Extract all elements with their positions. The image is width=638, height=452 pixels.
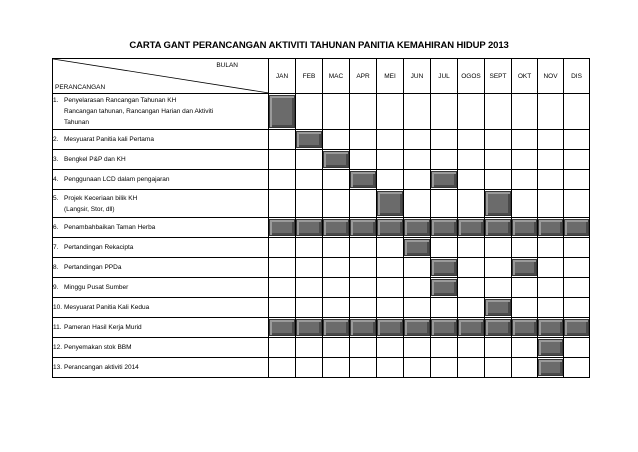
task-name-cell <box>53 170 269 190</box>
month-cell <box>485 238 512 258</box>
month-cell <box>404 318 431 338</box>
month-cell <box>538 298 564 318</box>
task-number: 10. <box>53 304 63 311</box>
task-label <box>64 174 170 185</box>
activity-bar <box>538 339 563 356</box>
month-cell <box>404 238 431 258</box>
task-label-line: Minggu Pusat Sumber <box>64 284 129 291</box>
task-label <box>64 154 126 165</box>
task-row <box>53 238 590 258</box>
month-cell <box>485 94 512 130</box>
month-cell <box>296 358 323 378</box>
activity-bar <box>404 219 430 236</box>
month-cell <box>350 258 377 278</box>
month-cell <box>377 150 404 170</box>
task-label <box>64 134 154 145</box>
month-cell <box>296 278 323 298</box>
activity-bar <box>512 219 537 236</box>
month-cell <box>404 170 431 190</box>
month-cell <box>485 338 512 358</box>
activity-bar <box>512 259 537 276</box>
month-cell <box>431 258 458 278</box>
task-name-cell <box>53 278 269 298</box>
month-cell <box>377 94 404 130</box>
month-cell <box>269 298 296 318</box>
month-cell <box>350 94 377 130</box>
task-label-line: Mesyuarat Panitia kali Pertama <box>64 136 154 143</box>
month-cell <box>323 338 350 358</box>
task-label-line: Pertandingan PPDa <box>64 264 122 271</box>
month-cell <box>538 338 564 358</box>
task-number: 11. <box>53 324 62 331</box>
activity-bar <box>350 171 376 188</box>
activity-bar <box>350 219 376 236</box>
page-title: CARTA GANT PERANCANGAN AKTIVITI TAHUNAN PANITIA KEMAHIRAN HIDUP 2013 <box>129 40 509 51</box>
month-cell <box>538 258 564 278</box>
task-row <box>53 298 590 318</box>
bulan-label: BULAN <box>216 62 238 69</box>
month-cell <box>538 278 564 298</box>
month-cell <box>404 94 431 130</box>
activity-bar <box>458 319 484 336</box>
task-name-cell <box>53 130 269 150</box>
task-row <box>53 94 590 130</box>
task-number: 7. <box>53 244 59 251</box>
month-cell <box>431 94 458 130</box>
task-row <box>53 218 590 238</box>
month-cell <box>404 150 431 170</box>
task-label-line: Penyemakan stok BBM <box>64 344 132 351</box>
activity-bar <box>538 319 563 336</box>
task-label <box>64 242 133 253</box>
month-cell <box>458 298 485 318</box>
task-name-cell <box>53 238 269 258</box>
task-label-line: Penyelarasan Rancangan Tahunan KH <box>64 97 177 104</box>
month-cell <box>350 318 377 338</box>
task-label <box>64 302 149 313</box>
task-label-line: (Langsir, Stor, dll) <box>64 205 115 213</box>
activity-bar <box>564 219 589 236</box>
month-cell <box>350 358 377 378</box>
task-label <box>64 322 142 333</box>
month-cell <box>350 130 377 150</box>
month-cell <box>431 338 458 358</box>
task-row <box>53 190 590 218</box>
month-cell <box>512 258 538 278</box>
month-cell <box>485 298 512 318</box>
activity-bar <box>323 219 349 236</box>
month-cell <box>377 278 404 298</box>
task-name-cell <box>53 150 269 170</box>
activity-bar <box>485 299 511 316</box>
month-cell <box>404 358 431 378</box>
month-cell <box>512 170 538 190</box>
month-cell <box>323 94 350 130</box>
month-cell <box>512 338 538 358</box>
task-number: 6. <box>53 224 59 231</box>
activity-bar <box>269 319 295 336</box>
month-cell <box>323 150 350 170</box>
task-row <box>53 318 590 338</box>
task-row <box>53 170 590 190</box>
month-cell <box>564 170 590 190</box>
task-name-cell <box>53 358 269 378</box>
activity-bar <box>564 319 589 336</box>
month-cell <box>296 298 323 318</box>
month-cell <box>485 190 512 218</box>
month-cell <box>350 278 377 298</box>
task-label-line: Bengkel P&P dan KH <box>64 156 126 163</box>
month-cell <box>296 318 323 338</box>
month-cell <box>296 258 323 278</box>
month-cell <box>538 318 564 338</box>
gantt-chart-table <box>52 58 590 378</box>
month-cell <box>538 358 564 378</box>
month-cell <box>404 130 431 150</box>
month-cell <box>323 170 350 190</box>
month-cell <box>538 190 564 218</box>
month-cell <box>538 218 564 238</box>
task-row <box>53 130 590 150</box>
task-label-line: Tahunan <box>64 119 89 126</box>
month-header: FEB <box>296 59 323 94</box>
month-cell <box>564 298 590 318</box>
month-cell <box>269 238 296 258</box>
month-header: JUN <box>404 59 431 94</box>
month-cell <box>431 130 458 150</box>
month-cell <box>404 298 431 318</box>
task-name-cell <box>53 94 269 130</box>
activity-bar <box>296 219 322 236</box>
activity-bar <box>538 219 563 236</box>
month-cell <box>296 170 323 190</box>
month-cell <box>564 130 590 150</box>
month-cell <box>512 358 538 378</box>
month-cell <box>512 190 538 218</box>
month-cell <box>564 338 590 358</box>
month-header: APR <box>350 59 377 94</box>
month-cell <box>431 190 458 218</box>
task-row <box>53 358 590 378</box>
month-cell <box>350 338 377 358</box>
task-label-line: Penambahbaikan Taman Herba <box>64 224 156 231</box>
month-cell <box>269 278 296 298</box>
activity-bar <box>323 151 349 168</box>
month-cell <box>485 358 512 378</box>
task-number: 8. <box>53 264 59 271</box>
month-cell <box>458 338 485 358</box>
month-cell <box>377 170 404 190</box>
activity-bar <box>404 239 430 256</box>
month-cell <box>458 218 485 238</box>
month-cell <box>296 218 323 238</box>
task-label <box>64 222 155 233</box>
activity-bar <box>269 95 295 128</box>
task-label <box>64 362 139 373</box>
month-cell <box>538 94 564 130</box>
month-cell <box>564 318 590 338</box>
month-cell <box>485 318 512 338</box>
task-rows <box>53 94 590 378</box>
month-cell <box>538 238 564 258</box>
task-name-cell <box>53 338 269 358</box>
activity-bar <box>485 191 511 216</box>
task-number: 1. <box>53 97 59 104</box>
month-cell <box>431 238 458 258</box>
month-cell <box>323 130 350 150</box>
month-cell <box>485 130 512 150</box>
activity-bar <box>377 319 403 336</box>
month-cell <box>458 258 485 278</box>
month-cell <box>485 218 512 238</box>
month-cell <box>564 190 590 218</box>
month-cell <box>564 258 590 278</box>
month-cell <box>538 150 564 170</box>
month-cell <box>296 338 323 358</box>
month-cell <box>538 170 564 190</box>
month-header: JUL <box>431 59 458 94</box>
task-name-cell <box>53 318 269 338</box>
month-cell <box>512 238 538 258</box>
task-number: 12. <box>53 344 63 351</box>
activity-bar <box>485 319 511 336</box>
task-label-line: Pertandingan Rekacipta <box>64 244 134 251</box>
month-cell <box>512 94 538 130</box>
activity-bar <box>296 131 322 148</box>
month-cell <box>323 190 350 218</box>
task-row <box>53 338 590 358</box>
month-cell <box>269 338 296 358</box>
header-corner-cell <box>53 59 269 94</box>
month-cell <box>512 218 538 238</box>
month-cell <box>350 170 377 190</box>
month-cell <box>431 358 458 378</box>
task-label-line: Rancangan tahunan, Rancangan Harian dan Aktiviti <box>64 108 214 115</box>
task-number: 3. <box>53 156 59 163</box>
month-cell <box>323 358 350 378</box>
month-cell <box>404 218 431 238</box>
month-cell <box>296 150 323 170</box>
month-cell <box>377 338 404 358</box>
task-label <box>64 342 132 353</box>
month-cell <box>323 298 350 318</box>
month-cell <box>404 278 431 298</box>
month-header: JAN <box>269 59 296 94</box>
month-header: DIS <box>564 59 590 94</box>
month-header: SEPT <box>485 59 512 94</box>
month-cell <box>323 238 350 258</box>
month-cell <box>377 218 404 238</box>
task-label <box>64 95 213 128</box>
task-label-line: Projek Keceriaan bilik KH <box>64 194 138 202</box>
activity-bar <box>431 319 457 336</box>
month-cell <box>269 170 296 190</box>
task-row <box>53 258 590 278</box>
month-cell <box>377 298 404 318</box>
month-cell <box>458 94 485 130</box>
month-cell <box>350 190 377 218</box>
month-cell <box>350 150 377 170</box>
month-cell <box>269 318 296 338</box>
activity-bar <box>377 191 403 216</box>
month-cell <box>512 130 538 150</box>
month-cell <box>458 318 485 338</box>
task-label <box>64 262 121 273</box>
activity-bar <box>512 319 537 336</box>
task-label <box>64 193 137 215</box>
month-cell <box>564 358 590 378</box>
task-label-line: Penggunaan LCD dalam pengajaran <box>64 176 170 183</box>
month-cell <box>512 298 538 318</box>
activity-bar <box>485 219 511 236</box>
header-row <box>53 59 590 94</box>
month-cell <box>564 150 590 170</box>
month-cell <box>431 318 458 338</box>
month-cell <box>323 318 350 338</box>
month-cell <box>404 338 431 358</box>
month-cell <box>458 130 485 150</box>
month-cell <box>512 278 538 298</box>
month-header: OGOS <box>458 59 485 94</box>
month-cell <box>564 94 590 130</box>
month-cell <box>350 238 377 258</box>
month-cell <box>458 278 485 298</box>
month-cell <box>377 190 404 218</box>
activity-bar <box>269 219 295 236</box>
task-number: 5. <box>53 194 59 202</box>
task-row <box>53 150 590 170</box>
month-cell <box>269 358 296 378</box>
month-cell <box>350 218 377 238</box>
month-cell <box>431 150 458 170</box>
month-cell <box>269 94 296 130</box>
task-label <box>64 282 128 293</box>
task-label-line: Pameran Hasil Kerja Murid <box>64 324 142 331</box>
activity-bar <box>431 279 457 296</box>
activity-bar <box>350 319 376 336</box>
activity-bar <box>458 219 484 236</box>
month-cell <box>458 150 485 170</box>
month-cell <box>377 130 404 150</box>
month-cell <box>377 318 404 338</box>
month-header: MEI <box>377 59 404 94</box>
month-cell <box>377 258 404 278</box>
activity-bar <box>296 319 322 336</box>
month-cell <box>538 130 564 150</box>
month-cell <box>269 218 296 238</box>
perancangan-label: PERANCANGAN <box>55 84 106 91</box>
task-number: 4. <box>53 176 59 183</box>
task-row <box>53 278 590 298</box>
month-cell <box>350 298 377 318</box>
month-cell <box>296 130 323 150</box>
task-name-cell <box>53 298 269 318</box>
month-cell <box>431 298 458 318</box>
month-cell <box>512 150 538 170</box>
task-name-cell <box>53 190 269 218</box>
activity-bar <box>431 259 457 276</box>
month-cell <box>458 170 485 190</box>
month-cell <box>485 278 512 298</box>
month-cell <box>377 238 404 258</box>
month-cell <box>269 190 296 218</box>
month-cell <box>458 358 485 378</box>
month-cell <box>485 258 512 278</box>
task-label-line: Mesyuarat Panitia Kali Kedua <box>64 304 150 311</box>
month-cell <box>431 170 458 190</box>
activity-bar <box>323 319 349 336</box>
month-cell <box>458 238 485 258</box>
month-cell <box>323 258 350 278</box>
month-cell <box>377 358 404 378</box>
month-cell <box>431 278 458 298</box>
month-cell <box>404 190 431 218</box>
activity-bar <box>431 171 457 188</box>
month-cell <box>431 218 458 238</box>
task-number: 13. <box>53 364 63 371</box>
month-cell <box>269 150 296 170</box>
month-cell <box>296 94 323 130</box>
activity-bar <box>377 219 403 236</box>
month-cell <box>512 318 538 338</box>
month-cell <box>485 170 512 190</box>
activity-bar <box>538 359 563 376</box>
task-name-cell <box>53 218 269 238</box>
month-cell <box>564 238 590 258</box>
month-cell <box>564 278 590 298</box>
month-cell <box>269 130 296 150</box>
month-header: MAC <box>323 59 350 94</box>
month-header: OKT <box>512 59 538 94</box>
month-cell <box>296 238 323 258</box>
activity-bar <box>404 319 430 336</box>
task-number: 2. <box>53 136 59 143</box>
month-cell <box>458 190 485 218</box>
month-cell <box>485 150 512 170</box>
month-cell <box>296 190 323 218</box>
month-cell <box>323 218 350 238</box>
task-label-line: Perancangan aktiviti 2014 <box>64 364 139 371</box>
month-cell <box>404 258 431 278</box>
task-name-cell <box>53 258 269 278</box>
month-cell <box>323 278 350 298</box>
month-header: NOV <box>538 59 564 94</box>
month-cell <box>564 218 590 238</box>
activity-bar <box>431 219 457 236</box>
task-number: 9. <box>53 284 59 291</box>
month-cell <box>269 258 296 278</box>
